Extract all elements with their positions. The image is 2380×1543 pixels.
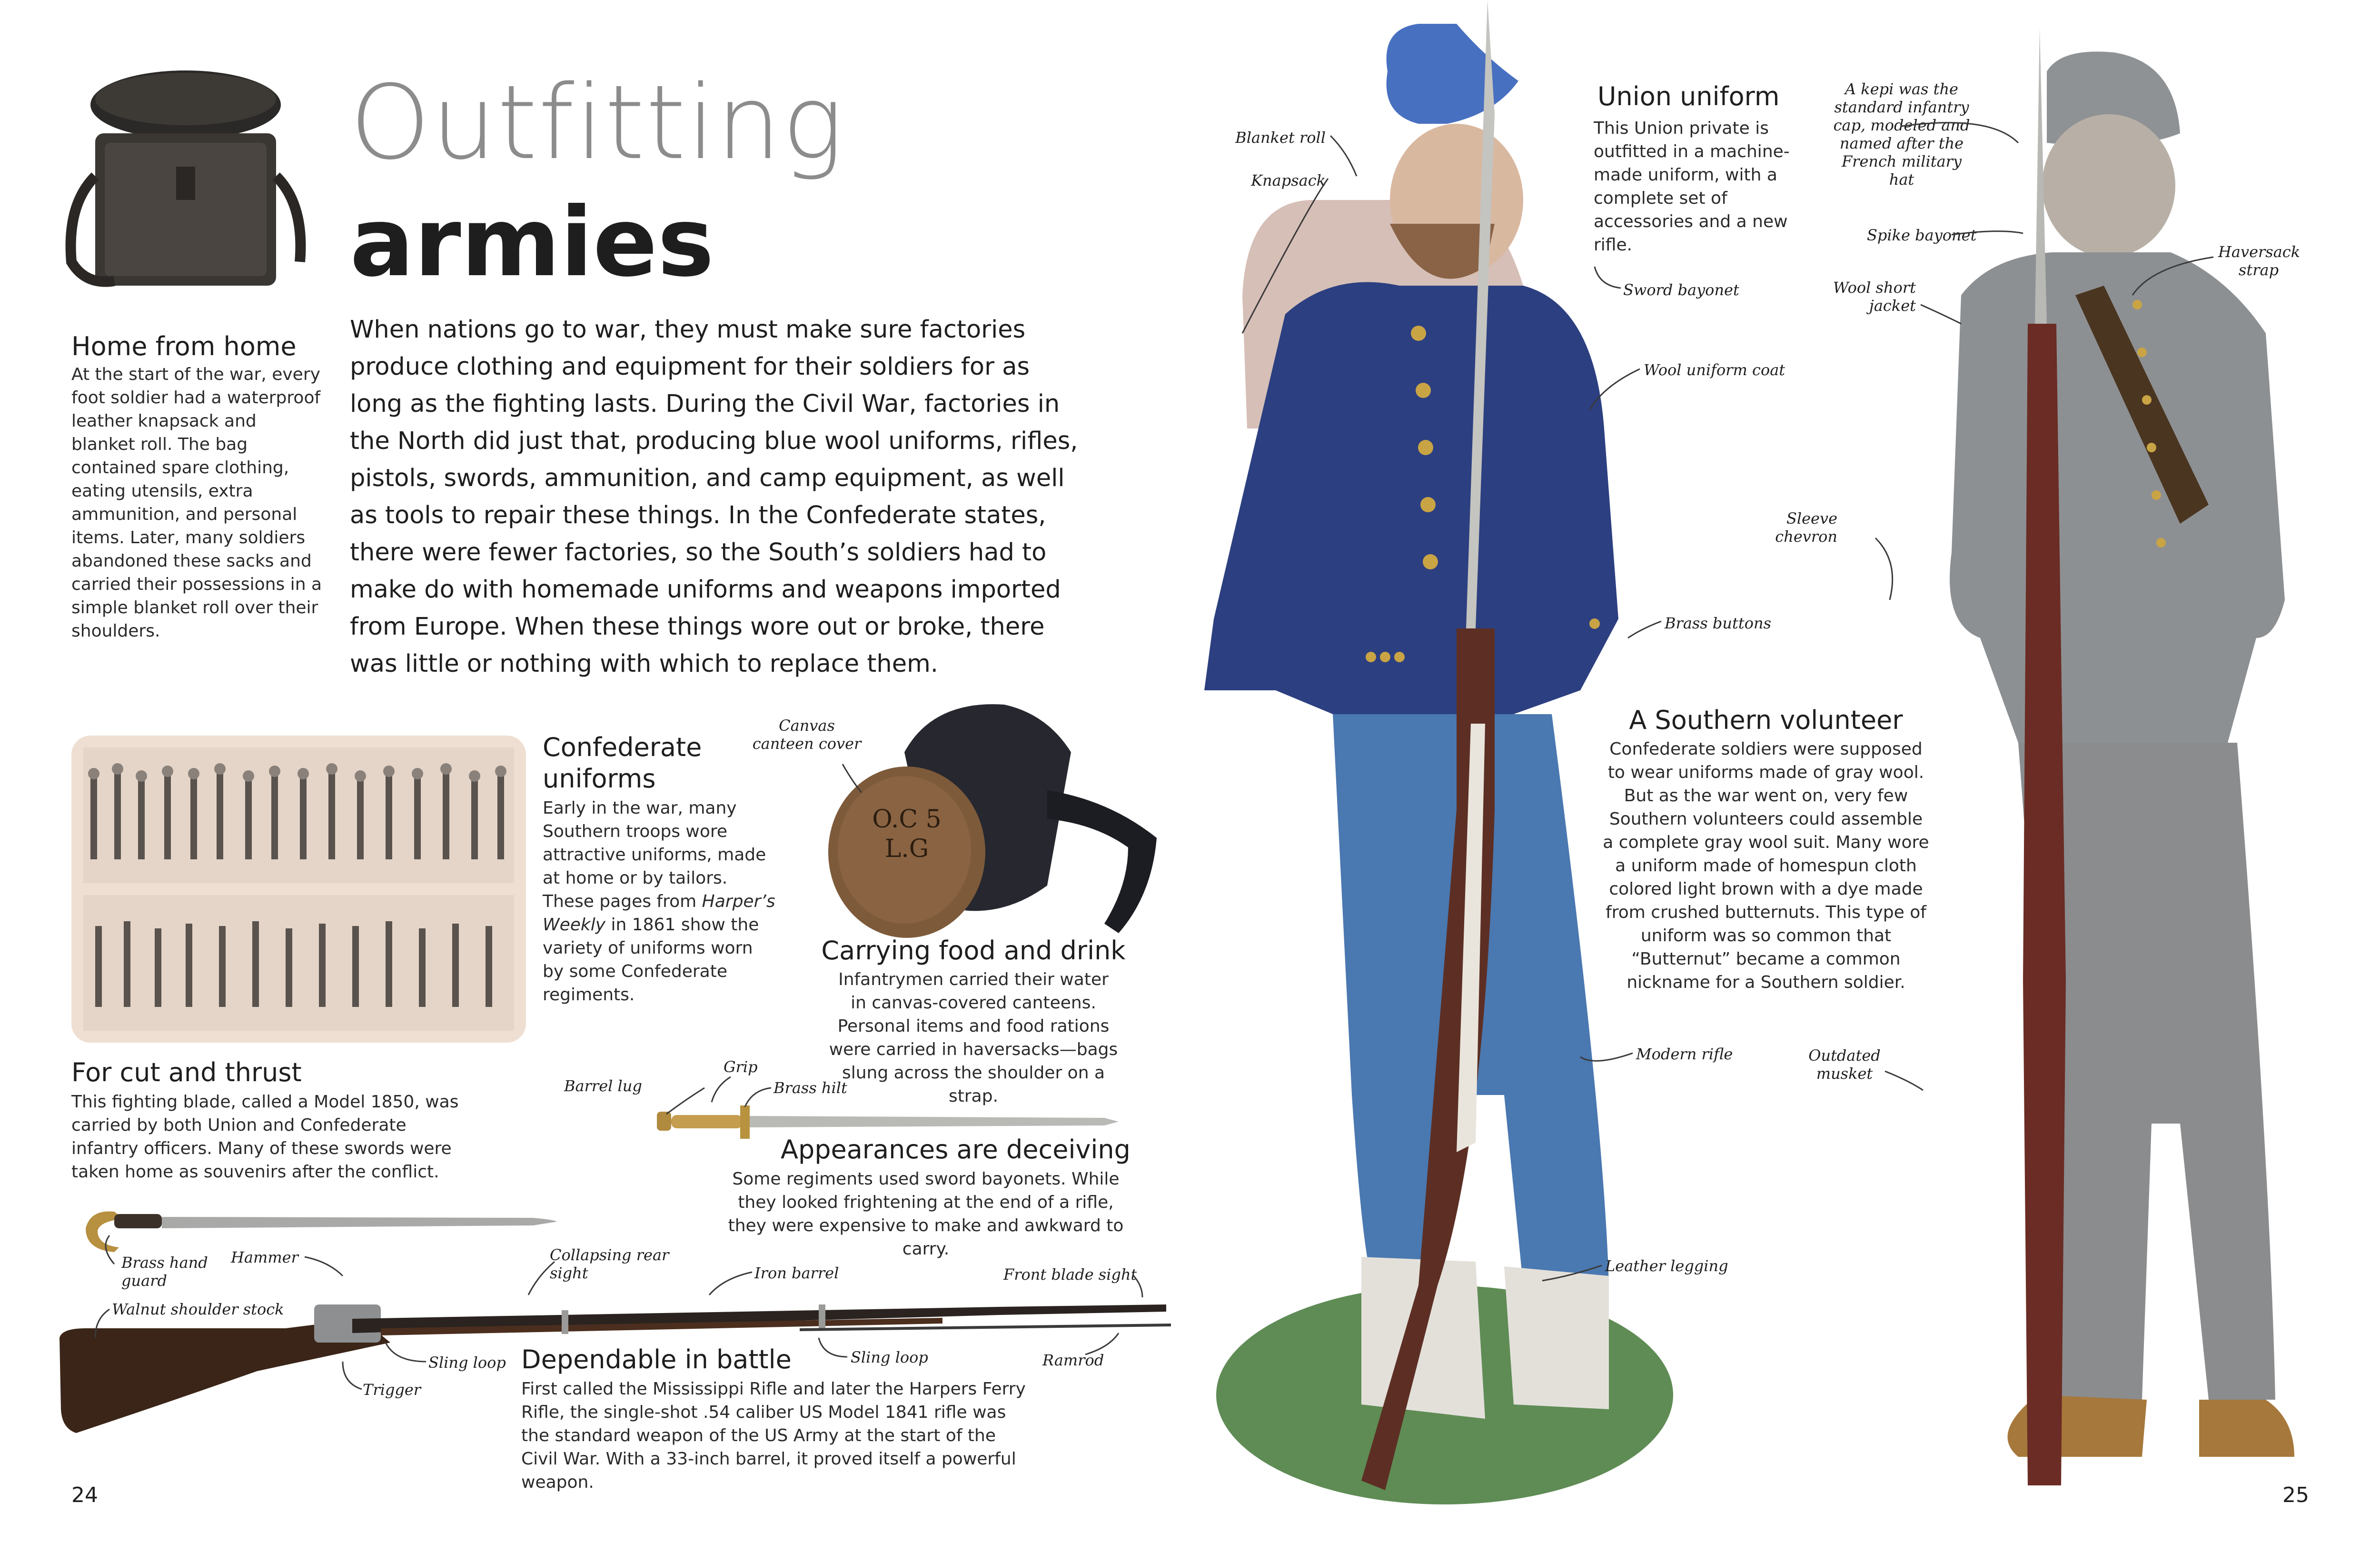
- label-brass-hand-guard: Brass hand guard: [121, 1254, 208, 1290]
- confederate-body-start: Early in the war, many Southern troops wore attractive uniforms, made at home or by tailors. These pages from: [543, 798, 766, 911]
- label-sling-loop-left: Sling loop: [428, 1354, 506, 1372]
- cut-heading: For cut and thrust: [71, 1057, 302, 1087]
- label-walnut-stock: Walnut shoulder stock: [112, 1300, 284, 1318]
- label-trigger: Trigger: [363, 1381, 421, 1399]
- southern-heading: A Southern volunteer: [1629, 705, 1903, 735]
- title-line-2: armies: [350, 187, 714, 298]
- label-sleeve-chevron: Sleeve chevron: [1775, 509, 1837, 546]
- label-collapsing-rear-sight: Collapsing rear sight: [550, 1246, 669, 1282]
- page-number-left: 24: [71, 1483, 98, 1507]
- food-heading: Carrying food and drink: [821, 936, 1126, 966]
- label-wool-short-jacket: Wool short jacket: [1833, 279, 1916, 315]
- label-modern-rifle: Modern rifle: [1636, 1045, 1733, 1063]
- label-front-blade-sight: Front blade sight: [1003, 1265, 1137, 1284]
- intro-paragraph: When nations go to war, they must make sure factories produce clothing and equipment for their soldiers for as long as the fighting lasts. During the Civil War, factories in the North did just that, producing blue wool uniforms, rifles, pistols, swords, ammunition, and camp equipment, as well as tools to repair these things. In the Confederate states, there were fewer factories, so the South’s soldiers had to make do with homemade uniforms and weapons imported from Europe. When these things wore out or broke, there was little or nothing with which to replace them.: [350, 316, 1078, 678]
- label-brass-hilt: Brass hilt: [774, 1079, 847, 1097]
- label-outdated-musket: Outdated musket: [1808, 1046, 1881, 1083]
- home-heading: Home from home: [71, 331, 297, 361]
- label-spike-bayonet: Spike bayonet: [1867, 226, 1977, 244]
- cut-body: This fighting blade, called a Model 1850, was carried by both Union and Confederate infantry officers. Many of these swords were taken home as souvenirs after the conflict.: [71, 1092, 459, 1182]
- appearances-heading: Appearances are deceiving: [781, 1135, 1130, 1165]
- label-grip: Grip: [724, 1058, 758, 1076]
- label-knapsack: Knapsack: [1251, 171, 1326, 189]
- appearances-body: Some regiments used sword bayonets. While they looked frightening at the end of a rifle, they were expensive to make and awkward to carry.: [728, 1169, 1124, 1259]
- label-brass-buttons: Brass buttons: [1665, 614, 1772, 632]
- title-line-1: Outfitting: [350, 63, 844, 182]
- confederate-body-italic: Harper’s Weekly: [543, 892, 775, 935]
- canteen-stencil: O.C 5 L.G: [872, 805, 942, 863]
- southern-body: Confederate soldiers were supposed to wear uniforms made of gray wool. But as the war went on, very few Southern volunteers could assemble a complete gray wool suit. Many wore a uniform made of homespun cloth colored light brown with a dye made from crushed butternuts. This type of uniform was so common that “Butternut” became a common nickname for a Southern soldier.: [1603, 739, 1929, 992]
- label-canvas-cover: Canvas canteen cover: [752, 717, 862, 753]
- dependable-body: First called the Mississippi Rifle and later the Harpers Ferry Rifle, the single-shot .54 caliber US Model 1841 rifle was the standard weapon of the US Army at the start of the Civil War. With a 33-inch barrel, it proved itself a powerful weapon.: [521, 1379, 1026, 1492]
- label-haversack-strap: Haversack strap: [2218, 243, 2301, 279]
- label-sword-bayonet: Sword bayonet: [1623, 281, 1739, 299]
- food-body: Infantrymen carried their water in canvas-covered canteens. Personal items and food rations were carried in haversacks—bags slung across the shoulder on a strap.: [829, 970, 1118, 1106]
- label-leather-legging: Leather legging: [1605, 1257, 1728, 1275]
- label-ramrod: Ramrod: [1042, 1351, 1104, 1369]
- union-body: This Union private is outfitted in a machine-made uniform, with a complete set of accessories and a new rifle.: [1594, 119, 1790, 255]
- label-hammer: Hammer: [231, 1248, 298, 1266]
- union-heading: Union uniform: [1597, 81, 1780, 111]
- label-kepi: A kepi was the standard infantry cap, modeled and named after the French military hat: [1833, 80, 1970, 189]
- label-blanket-roll: Blanket roll: [1235, 129, 1326, 147]
- label-iron-barrel: Iron barrel: [754, 1264, 839, 1282]
- dependable-heading: Dependable in battle: [521, 1344, 792, 1374]
- home-body: At the start of the war, every foot soldier had a waterproof leather knapsack and blanket roll. The bag contained spare clothing, eating utensils, extra ammunition, and personal items. Later, many soldiers abandoned these sacks and carried their possessions in a simple blanket roll over their shoulders.: [71, 365, 322, 641]
- page-number-right: 25: [2282, 1483, 2309, 1507]
- confederate-heading: Confederate uniforms: [543, 732, 702, 794]
- confederate-body-end: in 1861 show the variety of uniforms worn by some Confederate regiments.: [543, 915, 759, 1005]
- label-sling-loop-right: Sling loop: [851, 1348, 928, 1366]
- label-wool-uniform-coat: Wool uniform coat: [1644, 361, 1785, 379]
- label-barrel-lug: Barrel lug: [564, 1077, 642, 1095]
